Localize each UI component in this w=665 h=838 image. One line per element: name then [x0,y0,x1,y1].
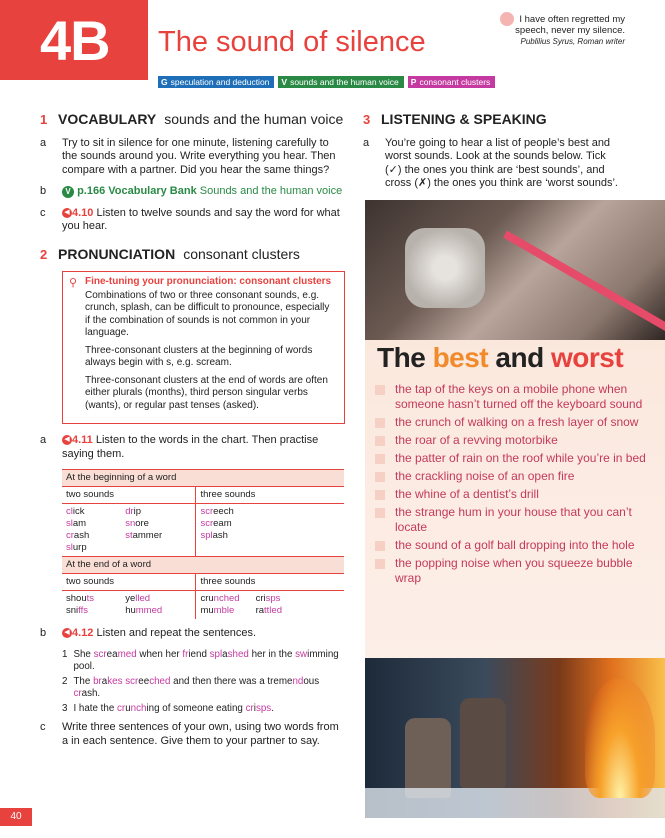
word-rest: ash [73,530,90,541]
word-cluster: sni [66,605,79,616]
table-col-header: two sounds [62,574,196,591]
tick-box[interactable] [375,508,385,518]
tip-paragraph: Three-consonant clusters at the end of words are often either plurals (months), third person singular verbs (wants), or regular past tenses (asked). [85,374,328,411]
snow-fire-photo [365,658,665,818]
word-cluster: cr [66,530,74,541]
word-rest: ash [212,530,228,541]
table-band: At the end of a word [62,557,344,574]
tag-vocabulary [278,76,403,88]
word-cluster: ye [125,593,136,604]
item-letter: c [40,721,46,733]
audio-track[interactable]: 4.12 [72,627,94,639]
item-text: Listen and repeat the sentences. [96,627,257,639]
section-subtitle: sounds and the human voice [164,111,344,127]
sound-list [375,382,655,589]
chart-word [200,605,239,617]
vocab-c [40,207,345,234]
fire-image [585,678,655,798]
boot-image [460,698,506,788]
listen-a [363,137,625,191]
sound-text: the popping noise when you squeeze bubble wrap [395,556,633,585]
chart-word [66,506,117,518]
chart-word [66,518,117,530]
sound-item [375,382,655,412]
tag-label: speculation and deduction [170,77,270,87]
sentence-number: 1 [62,648,68,660]
pron-a [40,434,345,461]
quote [500,14,625,47]
word-rest: ip [133,506,142,517]
tip-title: Fine-tuning your pronunciation: consonant clusters [85,276,332,287]
bubble-wrap-image [405,228,485,308]
chart-word [200,530,340,542]
word-list [62,591,121,620]
sound-text: the sound of a golf ball dropping into the hole [395,538,635,552]
word-cluster: scr [200,506,214,517]
chart-word [125,518,191,530]
tip-paragraph: Three-consonant clusters at the beginning of words always begin with s, e.g. scream. [85,344,313,368]
pron-heading [40,245,345,262]
chart-word [200,593,239,605]
chart-word [125,605,191,617]
sound-text: the whine of a dentist’s drill [395,487,539,501]
word-cluster: scr [200,518,214,529]
word-rest: urp [72,542,87,553]
word-rest: ore [135,518,149,529]
tag-key: P [410,77,417,87]
word-rest: ts [86,593,94,604]
vocab-heading [40,113,345,127]
sound-text: the crackling noise of an open fire [395,469,575,483]
audio-icon[interactable]: ◀ [62,208,72,218]
word-rest: ffs [78,605,89,616]
title-worst: worst [550,342,624,373]
item-letter: c [40,206,46,219]
vocab-bank-text: Sounds and the human voice [199,185,343,197]
page-number: 40 [0,808,32,826]
table-col-header: three sounds [196,487,344,504]
word-cluster: spl [200,530,213,541]
tag-key: V [281,77,288,87]
sentence-text: I hate the crunching of someone eating crisps. [73,702,274,714]
sentence-number: 2 [62,675,68,687]
sound-text: the crunch of walking on a fresh layer of snow [395,415,639,429]
chart-word [66,593,117,605]
sound-text: the tap of the keys on a mobile phone when someone hasn’t turned off the keyboard sound [395,382,643,411]
sentence [62,649,345,674]
item-text: Write three sentences of your own, using two words from a in each sentence. Give them to your partner to say. [62,721,339,747]
chart-word [66,542,117,554]
best-worst-panel [365,340,665,658]
word-rest: ick [72,506,85,517]
word-cluster: shou [66,593,87,604]
sound-item [375,556,655,586]
item-text: Listen to twelve sounds and say the word for what you hear. [62,206,340,232]
word-rest: mmed [135,605,163,616]
sound-item [375,487,655,502]
stick-image [503,231,665,338]
word-cluster: mu [200,605,214,616]
quote-text: I have often regretted my speech, never my silence. [515,14,625,36]
word-list [196,591,344,620]
sound-text: the roar of a revving motorbike [395,433,558,447]
sound-item [375,469,655,484]
item-text: You’re going to hear a list of people’s best and worst sounds. Look at the sounds below. Tick (✓) the ones you think are ‘best sounds’, and cross (✗) the ones you think are ‘worst sounds’. [385,136,618,189]
word-rest: lled [135,593,151,604]
sound-item [375,451,655,466]
tag-grammar [158,76,274,88]
word-cluster: cru [200,593,214,604]
sentence [62,676,345,701]
skill-tags [158,76,495,89]
word-rest: sps [265,593,281,604]
word-list [196,504,344,557]
vocab-b [40,185,345,199]
word-list [62,504,121,557]
word-cluster: cri [255,593,266,604]
chart-word [256,605,282,617]
word-cluster: dr [125,506,134,517]
word-list [121,591,196,620]
unit-number: 4B [40,9,110,72]
tick-box[interactable] [375,436,385,446]
tick-box[interactable] [375,454,385,464]
audio-track[interactable]: 4.10 [72,206,94,219]
item-letter: b [40,185,47,197]
best-worst-title [377,342,623,374]
word-rest: nched [213,593,240,604]
word-rest: eech [213,506,234,517]
item-letter: a [40,136,47,149]
section-title: VOCABULARY [58,111,157,127]
tick-box[interactable] [375,490,385,500]
sound-item [375,538,655,553]
header [0,0,665,87]
section-subtitle: consonant clusters [183,245,300,262]
tick-box[interactable] [375,472,385,482]
page-title: The sound of silence [158,26,426,58]
sound-item [375,433,655,448]
pronunciation-tip [62,271,345,424]
tip-paragraph: Combinations of two or three consonant sounds, e.g. crunch, splash, can be difficult to pronounce, especially if the combination of sounds is not common in your language. [85,289,330,338]
tag-label: consonant clusters [419,77,491,87]
chart-word [200,518,340,530]
title-the: The [377,342,426,373]
sound-item [375,505,655,535]
boot-image [405,718,451,798]
item-letter: a [40,434,47,446]
sound-text: the strange hum in your house that you can’t locate [395,505,632,534]
vocab-a [40,137,345,178]
item-text: Try to sit in silence for one minute, listening carefully to the sounds around you. Write everything you hear. Then compare with a partner. Did you hear the same things? [62,136,336,176]
audio-icon[interactable]: ◀ [62,628,72,638]
word-cluster: cl [66,506,73,517]
pron-c [40,721,345,748]
tick-box[interactable] [375,559,385,569]
word-rest: eam [213,518,232,529]
item-letter: b [40,627,47,639]
chart-word [200,506,340,518]
table-col-header: two sounds [62,487,196,504]
title-and: and [495,342,544,373]
word-rest: am [72,518,87,529]
consonant-table [62,469,344,619]
word-cluster: ra [255,605,265,616]
sentence-text: She screamed when her friend splashed her in the swimming pool. [73,648,339,672]
section-number: 3 [363,112,371,127]
sound-text: the patter of rain on the roof while you’re in bed [395,451,646,465]
right-column [363,113,625,199]
word-cluster: st [125,530,133,541]
section-number: 1 [40,112,48,127]
tick-box[interactable] [375,385,385,395]
item-text: Listen to the words in the chart. Then practise saying them. [62,434,319,460]
audio-track[interactable]: 4.11 [72,434,93,446]
title-best: best [432,342,489,373]
audio-icon[interactable]: ◀ [62,435,72,445]
sound-item [375,415,655,430]
sentence-number: 3 [62,702,68,714]
sentence-list [62,649,345,716]
vocab-bank-link[interactable] [62,185,345,199]
section-number: 2 [40,246,48,262]
unit-box [0,0,148,80]
word-cluster: sl [66,518,73,529]
item-letter: a [363,136,370,149]
section-title: LISTENING & SPEAKING [381,111,547,127]
word-list [121,504,196,557]
chart-word [125,593,191,605]
word-cluster: hu [125,605,136,616]
word-rest: ttled [264,605,282,616]
left-column [40,113,345,756]
listening-heading [363,113,625,127]
sentence-text: The brakes screeched and then there was a tremendous crash. [73,675,320,699]
tick-box[interactable] [375,418,385,428]
word-cluster: sn [125,518,136,529]
word-rest: ammer [132,530,163,541]
chart-word [66,530,117,542]
word-rest: mble [213,605,235,616]
section-title: PRONUNCIATION [58,245,176,262]
tick-box[interactable] [375,541,385,551]
word-cluster: sl [66,542,73,553]
chart-word [125,506,191,518]
chart-word [256,593,282,605]
chart-word [66,605,117,617]
tag-label: sounds and the human voice [290,77,399,87]
tag-pronunciation [408,76,496,88]
quote-author: Publilius Syrus, Roman writer [520,37,625,46]
table-col-header: three sounds [196,574,344,591]
bubble-wrap-photo [365,200,665,340]
pron-b [40,627,345,641]
sentence [62,703,345,716]
magnifier-icon: ⚲ [69,277,78,289]
vocab-bank-ref: p.166 Vocabulary Bank [77,185,197,197]
tag-key: G [161,77,168,87]
chart-word [125,530,191,542]
vocab-bank-icon: V [62,186,74,198]
table-band: At the beginning of a word [62,470,344,487]
